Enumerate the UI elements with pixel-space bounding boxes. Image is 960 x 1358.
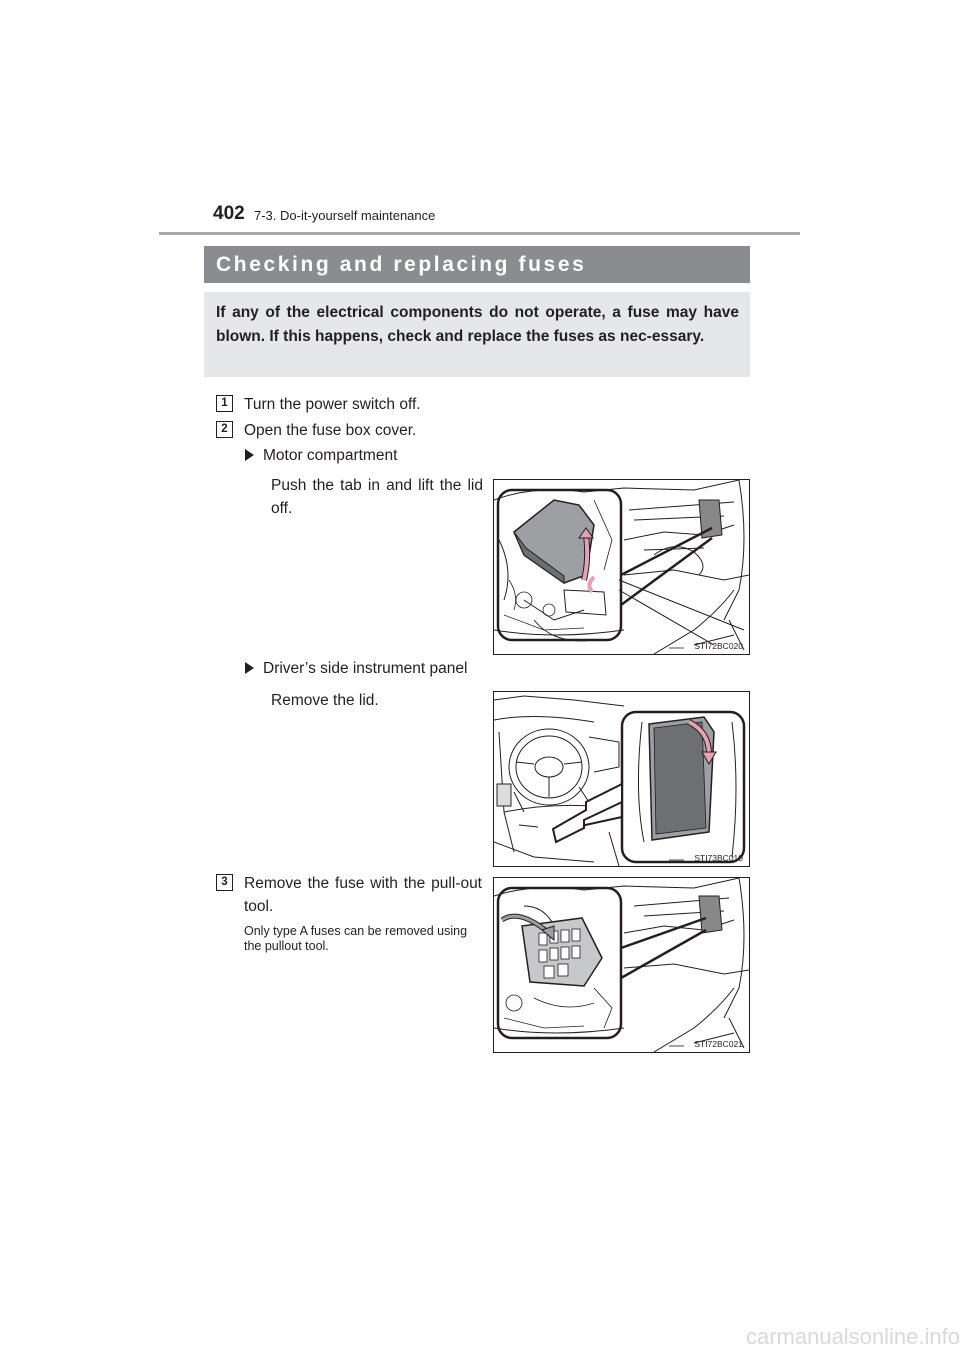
- bullet-triangle-icon: [245, 662, 254, 674]
- bullet-triangle-icon: [245, 449, 254, 461]
- figure-code: STI73BC010: [694, 853, 743, 863]
- title-bar: [204, 246, 750, 283]
- instrument-panel-text: Remove the lid.: [271, 692, 379, 709]
- step-number-1: 1: [216, 395, 233, 412]
- step-3-text: Remove the fuse with the pull-out tool.: [244, 875, 482, 915]
- header-rule: [159, 232, 800, 235]
- figure-code: STI72BC020: [694, 641, 743, 651]
- figure-motor-compartment: [493, 479, 750, 655]
- motor-compartment-text: Push the tab in and lift the lid off.: [271, 477, 483, 517]
- motor-compartment-item: [245, 447, 397, 465]
- step-3-note: Only type A fuses can be removed using the pullout tool.: [244, 924, 468, 953]
- page-number: 402: [213, 203, 245, 224]
- fuse-box-illustration: [494, 878, 749, 1052]
- step-number-3: 3: [216, 874, 233, 891]
- watermark: carmanualsonline.info: [745, 1324, 960, 1349]
- figure-fuse-pullout: [493, 877, 750, 1053]
- section-title: 7-3. Do-it-yourself maintenance: [254, 208, 436, 223]
- page-title: Checking and replacing fuses: [216, 253, 587, 276]
- step-1-text: Turn the power switch off.: [244, 396, 421, 413]
- intro-text: If any of the electrical components do not operate, a fuse may have blown. If this happens, check and replace the fuses as nec-essary.: [216, 304, 739, 345]
- step-2-text: Open the fuse box cover.: [244, 422, 417, 439]
- instrument-panel-item: [245, 660, 467, 678]
- motor-compartment-label: Motor compartment: [263, 447, 398, 464]
- intro-box: [204, 292, 750, 377]
- instrument-panel-illustration: [494, 692, 749, 866]
- instrument-panel-label: Driver’s side instrument panel: [263, 660, 468, 677]
- step-number-2: 2: [216, 421, 233, 438]
- figure-code: STI72BC021: [694, 1039, 743, 1049]
- figure-instrument-panel: [493, 691, 750, 867]
- engine-bay-illustration: [494, 480, 749, 654]
